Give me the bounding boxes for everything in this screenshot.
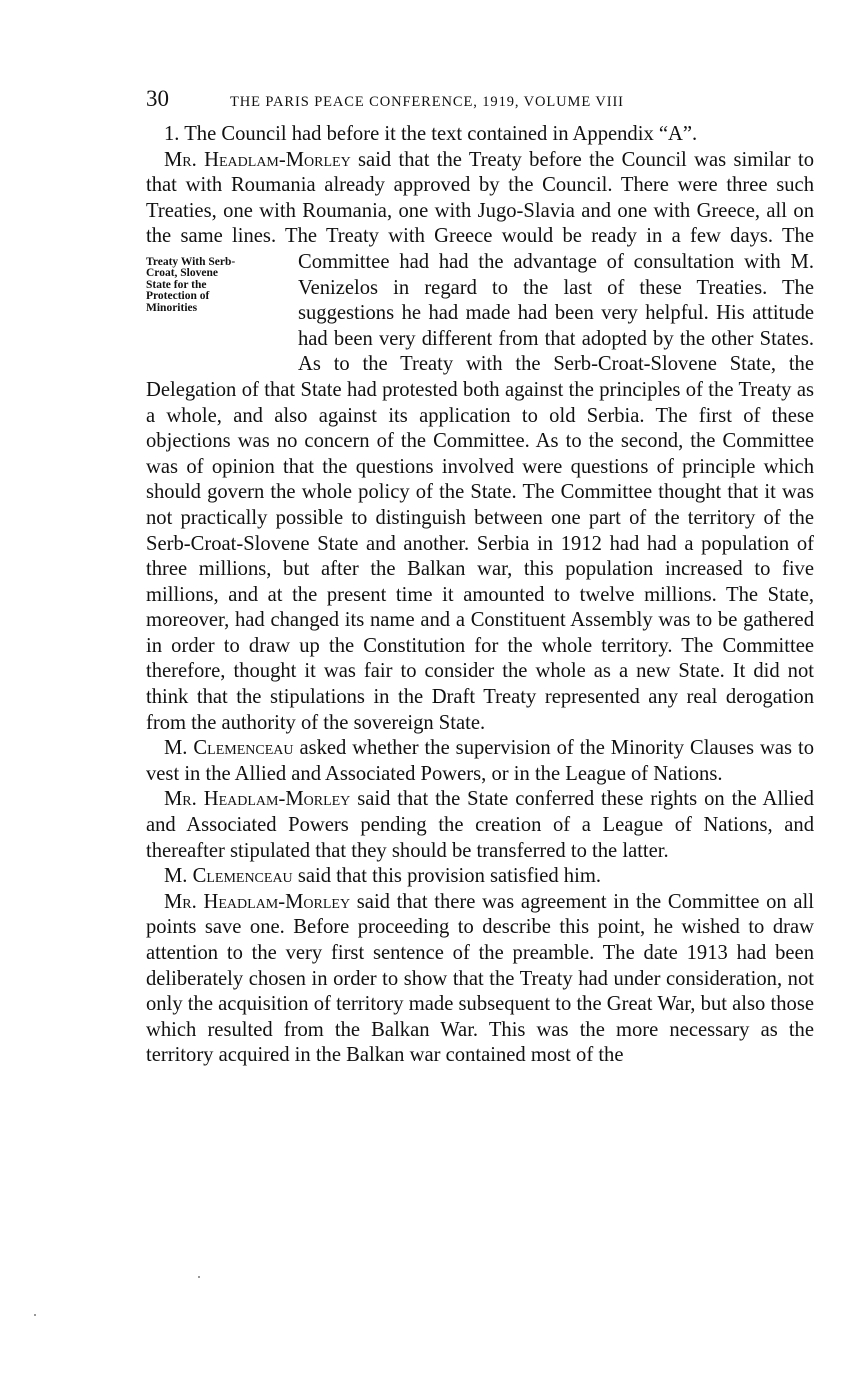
scan-speck — [34, 1314, 36, 1316]
margin-note — [146, 250, 298, 371]
speaker-name: Mr. Headlam-Morley — [164, 890, 351, 913]
paragraph-3-text: asked whether the supervision of the Minority Clauses was to vest in the Allied and Associated Powers, or in the League of Nations. — [146, 737, 814, 785]
speaker-name: Mr. Headlam-Morley — [164, 148, 351, 171]
margin-note-line: Croat, Slovene — [146, 267, 218, 280]
speaker-name: Mr. Headlam-Morley — [164, 788, 351, 811]
paragraph-4 — [146, 787, 814, 864]
paragraph-1 — [146, 122, 814, 148]
margin-note-line: State for the — [146, 278, 207, 291]
speaker-name: M. Clemenceau — [164, 865, 293, 888]
margin-note-line: Protection of — [146, 290, 210, 303]
document-page — [146, 86, 814, 1069]
paragraph-6 — [146, 890, 814, 1069]
running-title: THE PARIS PEACE CONFERENCE, 1919, VOLUME VIII — [230, 94, 624, 110]
scan-speck — [198, 1276, 200, 1278]
paragraph-1-text: 1. The Council had before it the text contained in Appendix “A”. — [164, 123, 698, 145]
paragraph-3 — [146, 736, 814, 787]
body-text — [146, 122, 814, 1069]
paragraph-5-text: said that this provision satisfied him. — [292, 865, 601, 888]
paragraph-5 — [146, 864, 814, 890]
paragraph-6-text: said that there was agreement in the Committee on all points save one. Before proceeding to describe this point, he wished to draw attention to the very first sentence of the preamble. The date 1913 had been deliberately chosen in order to show that the Treaty had under consideration, not only the acquisition of territory made subsequent to the Great War, but also those which resulted from the Balkan War. This was the more necessary as the territory acquired in the Balkan war contained most of the — [146, 890, 814, 1067]
speaker-name: M. Clemenceau — [164, 737, 294, 760]
margin-note-line: Minorities — [146, 301, 198, 314]
page-number: 30 — [146, 86, 169, 111]
paragraph-2-wrap — [146, 148, 814, 737]
paragraph-2-text: said that the Treaty before the Council was similar to that with Roumania already approved by the Council. There were three such Treaties, one with Roumania, one with Jugo-Slavia and one with Greece, all on the same lines. The Treaty with Greece would be ready in a few days. The Committee had had the advantage of consultation with M. Venizelos in regard to the last of these Treaties. The suggestions he had made had been very helpful. His attitude had been very different from that adopted by the other States. As to the Treaty with the Serb-Croat-Slovene State, the Delegation of that State had protested both against the principles of the Treaty as a whole, and also against its application to old Serbia. The first of these objections was no concern of the Committee. As to the second, the Committee was of opinion that the questions involved were questions of principle which should govern the whole policy of the State. The Committee thought that it was not practically possible to distinguish between one part of the territory of the Serb-Croat-Slovene State and another. Serbia in 1912 had had a population of three millions, but after the Balkan war, this population increased to five millions, and at the present time it amounted to twelve millions. The State, moreover, had changed its name and a Constituent Assembly was to be gathered in order to draw up the Constitution for the whole territory. The Committee therefore, thought it was fair to consider the whole as a new State. It did not think that the stipulations in the Draft Treaty represented any real derogation from the authority of the sovereign State. — [146, 148, 814, 734]
page-header — [146, 86, 814, 122]
paragraph-2 — [146, 148, 814, 737]
paragraph-4-text: said that the State conferred these rights on the Allied and Associated Powers pending the creation of a League of Nations, and thereafter stipulated that they should be transferred to the latter. — [146, 788, 814, 862]
margin-note-line: Treaty With Serb- — [146, 255, 236, 268]
